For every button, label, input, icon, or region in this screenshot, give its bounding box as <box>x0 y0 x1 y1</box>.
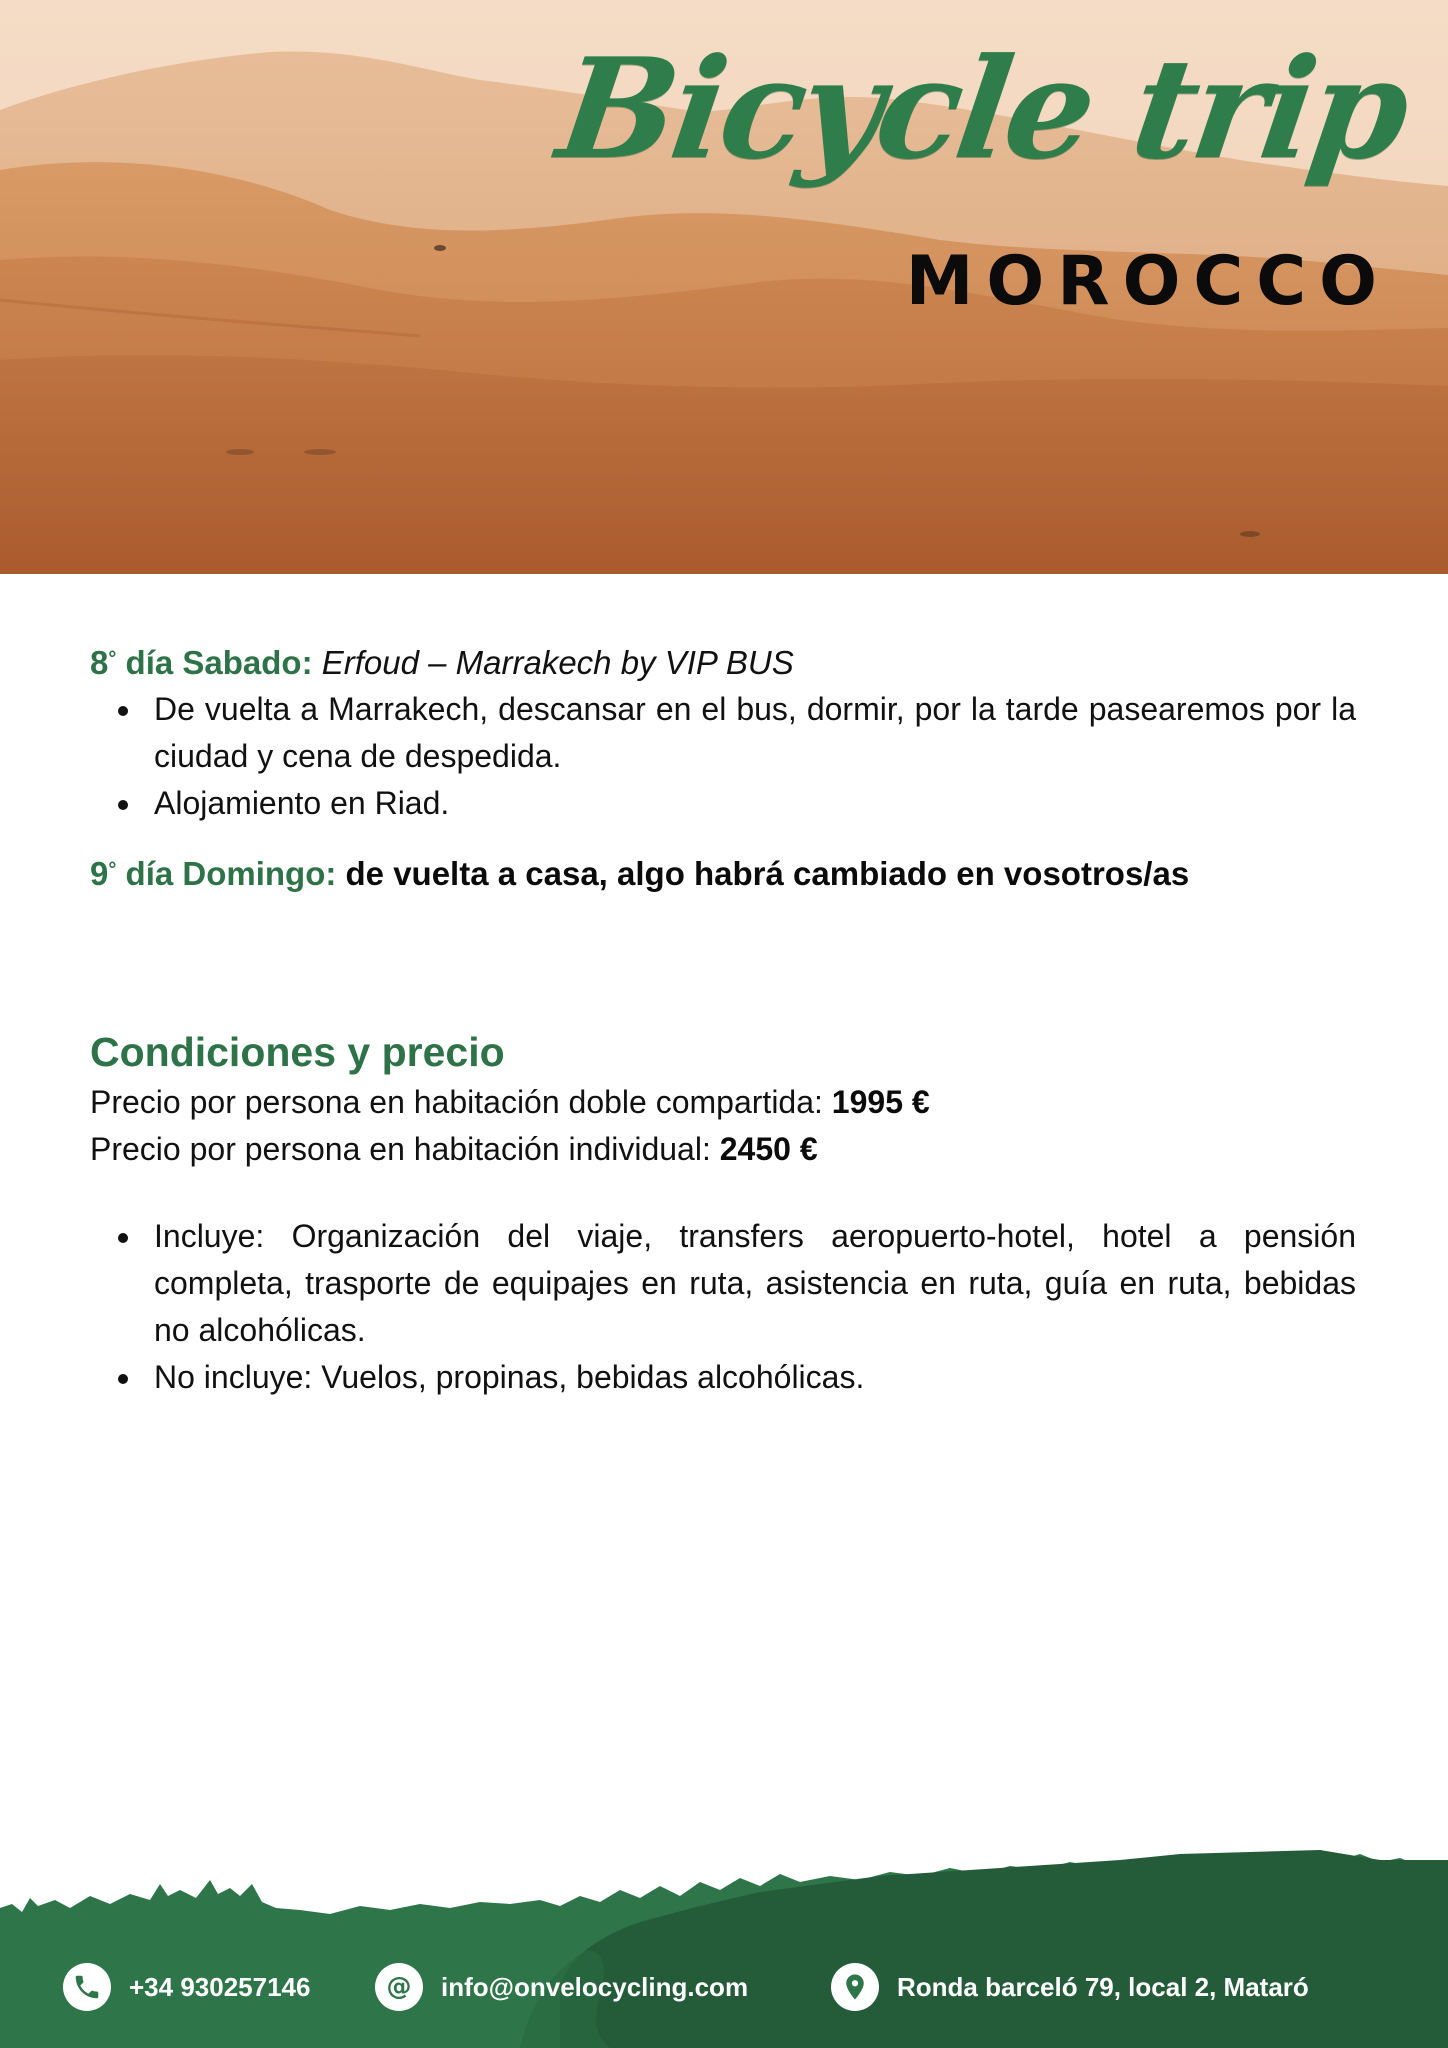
conditions-title: Condiciones y precio <box>90 1029 505 1075</box>
day-9-label: 9° día Domingo: <box>90 855 337 892</box>
email-address: info@onvelocycling.com <box>441 1971 749 2002</box>
conditions-bullet-list <box>114 1213 1356 1401</box>
phone-icon <box>63 1963 111 2011</box>
phone-number: +34 930257146 <box>129 1971 311 2002</box>
at-icon <box>375 1963 423 2011</box>
day-8-label: 8° día Sabado: <box>90 644 313 681</box>
hero-title: Bicycle trip <box>549 27 1416 190</box>
price-double-room: Precio por persona en habitación doble compartida: 1995 € <box>90 1084 930 1120</box>
footer-band <box>0 1846 1448 2048</box>
day-9-heading <box>90 851 1356 897</box>
contact-bar <box>0 1962 1448 2012</box>
list-item: De vuelta a Marrakech, descansar en el bus, dormir, por la tarde pasearemos por la ciudad y cena de despedida. <box>114 686 1356 780</box>
day-9-description: de vuelta a casa, algo habrá cambiado en vosotros/as <box>345 855 1190 892</box>
list-item-excludes: No incluye: Vuelos, propinas, bebidas alcohólicas. <box>114 1354 1356 1401</box>
price-single-room: Precio por persona en habitación individual: 2450 € <box>90 1131 818 1167</box>
day-8-bullet-list <box>114 686 1356 827</box>
day-9-section <box>90 851 1356 897</box>
day-8-section <box>90 640 1356 827</box>
price-value: 2450 € <box>719 1131 818 1167</box>
conditions-section <box>90 1025 1356 1401</box>
email-contact[interactable] <box>375 1962 748 2012</box>
hero-banner <box>0 0 1448 574</box>
day-8-route: Erfoud – Marrakech by VIP BUS <box>321 644 794 681</box>
itinerary-content <box>90 640 1356 1401</box>
price-value: 1995 € <box>831 1084 930 1120</box>
map-pin-icon <box>831 1963 879 2011</box>
phone-contact[interactable] <box>63 1962 310 2012</box>
address-contact[interactable] <box>831 1962 1309 2012</box>
hero-subtitle: MOROCCO <box>905 242 1390 321</box>
day-8-heading <box>90 640 1356 686</box>
svg-text:@: @ <box>386 1972 412 2001</box>
list-item: Alojamiento en Riad. <box>114 780 1356 827</box>
list-item-includes: Incluye: Organización del viaje, transfers aeropuerto-hotel, hotel a pensión completa, trasporte de equipajes en ruta, asistencia en ruta, guía en ruta, bebidas no alcohólicas. <box>114 1213 1356 1354</box>
street-address: Ronda barceló 79, local 2, Mataró <box>897 1971 1309 2002</box>
grass-silhouette-graphic <box>0 1846 1448 2048</box>
